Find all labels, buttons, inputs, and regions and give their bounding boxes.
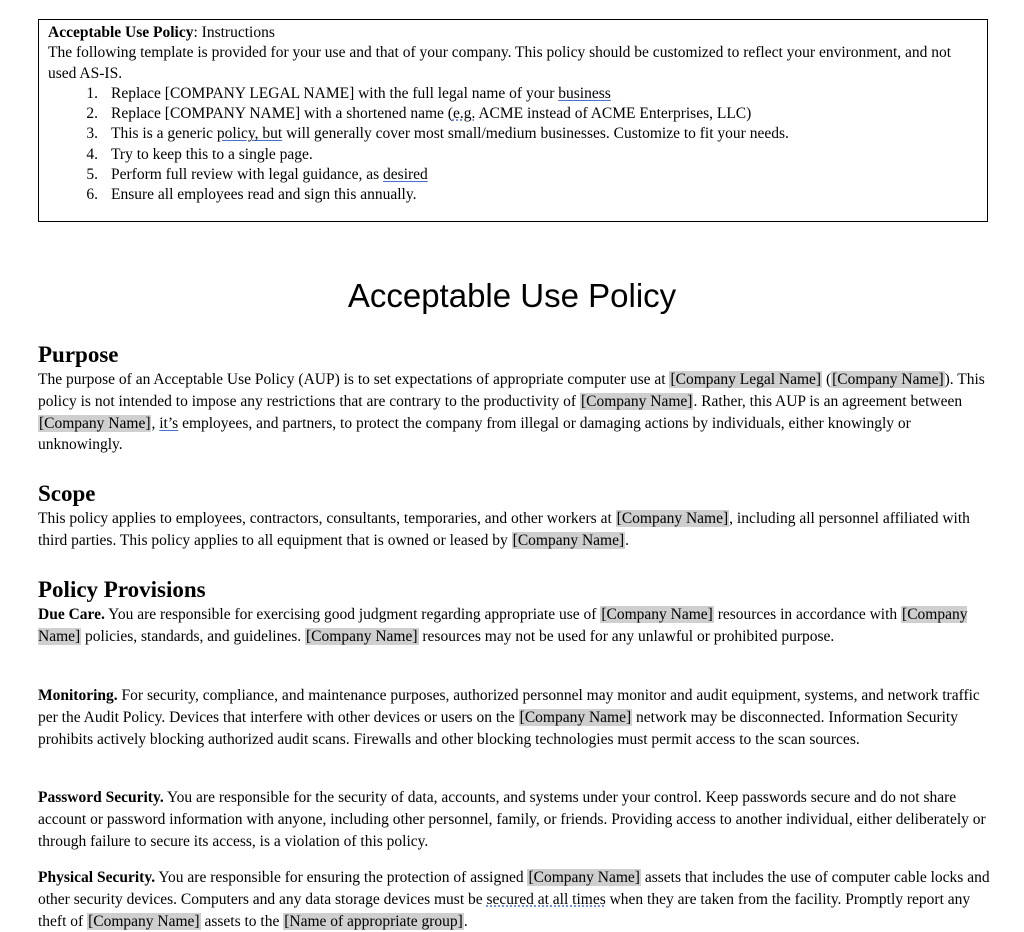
instructions-item — [48, 185, 978, 205]
placeholder-field[interactable]: [Company Legal Name] — [670, 371, 822, 388]
scope-section — [38, 480, 993, 552]
placeholder-field[interactable]: [Company Name] — [38, 606, 968, 645]
instructions-list — [48, 84, 978, 206]
placeholder-field[interactable]: [Name of appropriate group] — [284, 912, 463, 930]
text-run: . Rather, this AUP is an agreement between — [693, 392, 963, 410]
placeholder-field[interactable]: [Company Name] — [512, 531, 625, 549]
item-number: 1. — [86, 84, 98, 102]
item-number: 6. — [86, 186, 98, 204]
item-number: 4. — [86, 145, 98, 163]
placeholder-field[interactable]: [Company Name] — [88, 912, 200, 930]
scope-paragraph — [38, 508, 993, 552]
text-run: ). This policy is not intended to impose any restrictions that are contrary to the productivity of — [38, 371, 985, 410]
text-run: For security, compliance, and maintenance purposes, authorized personnel may monitor and audit equipment, systems, and network traffic per the Audit Policy. Devices that interfere with other devices or users on the — [38, 687, 980, 726]
placeholder-field[interactable]: [Company Name] — [601, 606, 713, 623]
instructions-heading — [48, 23, 978, 43]
policy-section — [38, 576, 993, 648]
instructions-box — [38, 19, 988, 222]
item-number: 3. — [86, 125, 98, 143]
item-text: Ensure all employees read and sign this annually. — [111, 186, 417, 204]
text-run: assets to the — [200, 912, 284, 930]
paragraph-lead: Monitoring. — [38, 687, 118, 704]
placeholder-field[interactable]: [Company Name] — [832, 371, 944, 388]
placeholder-field[interactable]: [Company Name] — [39, 414, 151, 432]
scope-heading: Scope — [38, 481, 96, 506]
text-run: resources may not be used for any unlawful or prohibited purpose. — [418, 627, 835, 645]
item-text-end: ACME instead of ACME Enterprises, LLC) — [475, 105, 752, 123]
item-text: Replace [COMPANY NAME] with a shortened name ( — [111, 105, 453, 123]
text-run: You are responsible for the security of data, accounts, and systems under your control. Keep passwords secure and do not share account or password information with anyone, including other personnel, family, or friends. Providing access to another individual, either deliberately or through failure to secure its access, is a violation of this policy. — [38, 789, 986, 850]
instructions-item — [48, 84, 978, 104]
item-text: This is a generic — [111, 125, 217, 143]
text-run: employees, and partners, to protect the company from illegal or damaging actions by individuals, either knowingly or unknowingly. — [38, 414, 911, 454]
item-text: Try to keep this to a single page. — [111, 145, 313, 163]
document-title: Acceptable Use Policy — [347, 277, 677, 314]
instructions-item — [48, 104, 978, 124]
text-run: network may be disconnected. Information Security prohibits actively blocking authorized audit scans. Firewalls and other blocking technologies must permit access to the scan sources. — [38, 708, 958, 748]
text-run: You are responsible for exercising good judgment regarding appropriate use of — [104, 606, 601, 623]
placeholder-field[interactable]: [Company Name] — [616, 510, 729, 527]
text-run: The purpose of an Acceptable Use Policy (AUP) is to set expectations of appropriate computer use at — [38, 371, 670, 388]
item-underlined: policy, but — [216, 125, 283, 143]
paragraph-lead: Password Security. — [38, 789, 164, 806]
instructions-heading-rest: : Instructions — [193, 24, 275, 41]
instructions-item — [48, 145, 978, 165]
paragraph-lead: Physical Security. — [38, 869, 156, 886]
item-number: 5. — [86, 166, 98, 184]
physical-security-paragraph — [38, 867, 993, 932]
instructions-heading-bold: Acceptable Use Policy — [48, 24, 194, 41]
spelling-flag: it’s — [159, 414, 179, 432]
instructions-item — [48, 165, 978, 185]
instructions-intro: The following template is provided for your use and that of your company. This policy should be customized to reflect your environment, and not used AS-IS. — [48, 44, 952, 82]
text-run: , including all personnel affiliated with third parties. This policy applies to all equipment that is owned or leased by — [38, 510, 970, 549]
due-care-paragraph — [38, 604, 993, 648]
placeholder-field[interactable]: [Company Name] — [306, 627, 418, 645]
item-text: Perform full review with legal guidance, as — [111, 166, 384, 184]
text-run: , — [151, 414, 160, 432]
text-run: You are responsible for ensuring the protection of assigned — [155, 869, 528, 886]
item-underlined: business — [558, 84, 611, 102]
text-run: policies, standards, and guidelines. — [81, 627, 306, 645]
placeholder-field[interactable]: [Company Name] — [580, 392, 693, 410]
purpose-paragraph — [38, 369, 993, 456]
policy-heading: Policy Provisions — [38, 577, 206, 602]
item-text-end: will generally cover most small/medium businesses. Customize to fit your needs. — [282, 125, 789, 143]
password-security-paragraph — [38, 787, 993, 852]
text-run: . — [625, 531, 630, 549]
text-run: . — [463, 912, 468, 930]
text-run: resources in accordance with — [713, 606, 902, 623]
text-run: when they are taken from the facility. Promptly report any theft of — [38, 890, 971, 930]
text-run: assets that includes the use of computer cable locks and other security devices. Computers and any data storage devices must be — [38, 869, 990, 908]
instructions-item — [48, 124, 978, 144]
monitoring-paragraph — [38, 685, 993, 750]
item-underlined: desired — [383, 166, 428, 184]
purpose-section — [38, 341, 993, 456]
item-underlined: e.g. — [452, 105, 476, 123]
grammar-flag: secured at all times — [486, 890, 606, 908]
text-run: ( — [822, 371, 832, 388]
item-text: Replace [COMPANY LEGAL NAME] with the full legal name of your — [111, 84, 559, 102]
placeholder-field[interactable]: [Company Name] — [528, 869, 640, 886]
text-run: This policy applies to employees, contractors, consultants, temporaries, and other workers at — [38, 510, 616, 527]
placeholder-field[interactable]: [Company Name] — [519, 708, 632, 726]
purpose-heading: Purpose — [38, 342, 119, 367]
item-number: 2. — [86, 105, 98, 123]
paragraph-lead: Due Care. — [38, 606, 105, 623]
